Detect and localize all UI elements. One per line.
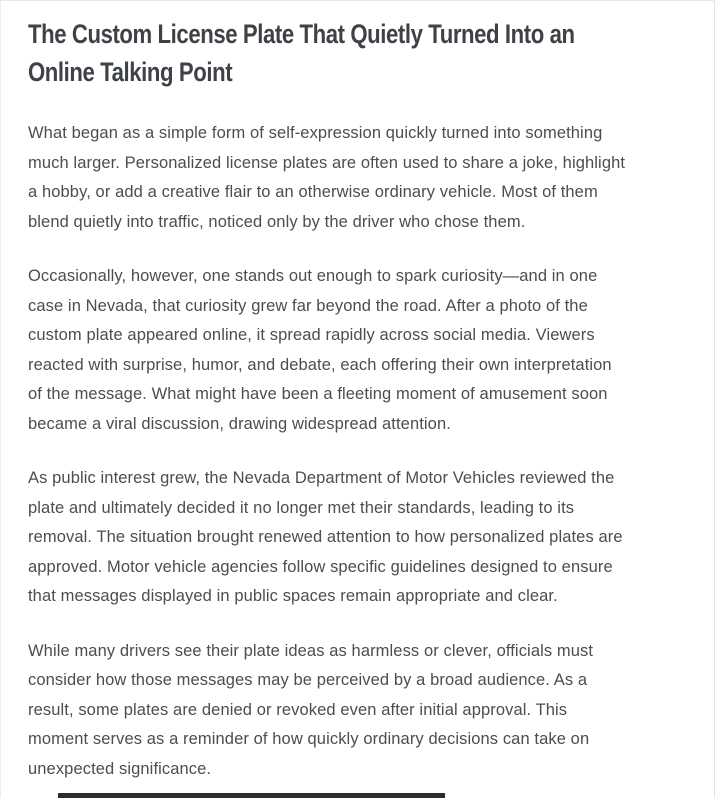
- article-paragraph-4: While many drivers see their plate ideas as harmless or clever, officials must consider how those messages may be perceived by a broad audience. As a result, some plates are denied or revoked even after initial approval. This moment serves as a reminder of how quickly ordinary decisions can take on unexpected significance.: [28, 641, 594, 778]
- article-paragraph-2: Occasionally, however, one stands out enough to spark curiosity—and in one case in Nevada, that curiosity grew far beyond the road. After a photo of the custom plate appeared online, it spread rapidly across social media. Viewers reacted with surprise, humor, and debate, each offering their own interpretation of the message. What might have been a fleeting moment of amusement soon became a viral discussion, drawing widespread attention.: [28, 267, 612, 433]
- article-paragraph-1: What began as a simple form of self-expression quickly turned into something much larger. Personalized license plates are often used to share a joke, highlight a hobby, or add a creative flair to an otherwise ordinary vehicle. Most of them blend quietly into traffic, noticed only by the driver who chose them.: [28, 124, 626, 231]
- bottom-cutoff-block: [58, 793, 445, 798]
- article-paragraph-3: As public interest grew, the Nevada Department of Motor Vehicles reviewed the plate and ultimately decided it no longer met their standards, leading to its removal. The situation brought renewed attention to how personalized plates are approved. Motor vehicle agencies follow specific guidelines designed to ensure that messages displayed in public spaces remain appropriate and clear.: [28, 469, 623, 605]
- article-title: The Custom License Plate That Quietly Turned Into an Online Talking Point: [28, 19, 575, 87]
- article-body: [1, 1, 714, 784]
